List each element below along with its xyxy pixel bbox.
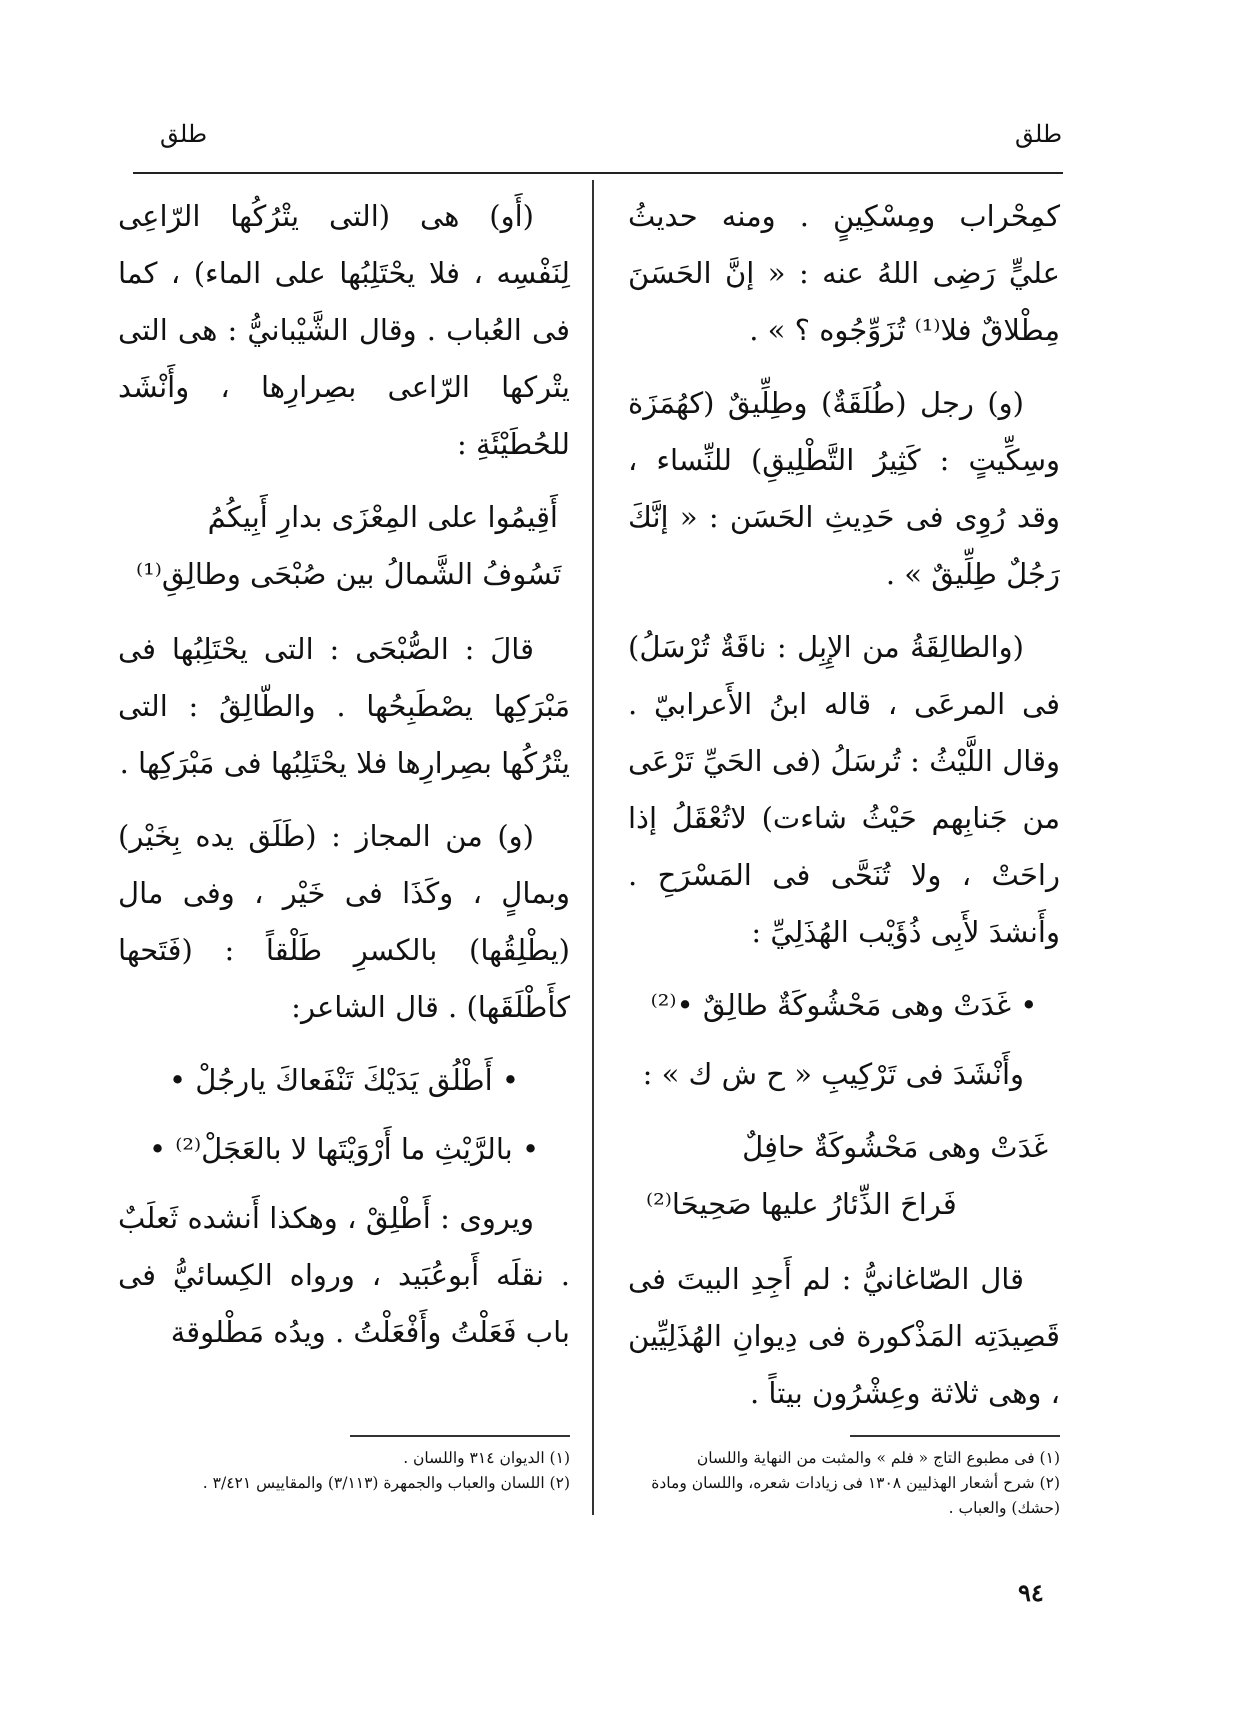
left-verse-1-line-1: أَقِيمُوا على المِعْزَى بدارِ أَبِيكُمُ [207, 500, 558, 534]
right-paragraph-1: كمِحْراب ومِسْكِينٍ . ومنه حديثُ عليٍّ رَضِى اللهُ عنه : « إنَّ الحَسَنَ مِطْلاقٌ فلا⁽¹⁾ تُزَوِّجُوه ؟ » . [628, 199, 1060, 347]
footnote-right-2: (٢) شرح أشعار الهذليين ١٣٠٨ فى زيادات شعره، واللسان ومادة (حشك) والعباب . [651, 1474, 1060, 1517]
right-verse-2 [628, 1119, 1060, 1233]
left-verse-1-line-2: تَسُوفُ الشَّمالُ بين صُبْحَى وطالِقِ⁽¹⁾ [136, 557, 562, 591]
left-verse-1 [118, 489, 570, 603]
footnote-rule-right [850, 1435, 1060, 1437]
footnote-rule-left [350, 1435, 570, 1437]
right-paragraph-2: (و) رجل (طُلَقَةٌ) وطِلِّيقٌ (كهُمَزَة وسِكِّيتٍ : كَثِيرُ التَّطْلِيقِ) للنِّساء ، وقد رُوِى فى حَدِيثِ الحَسَن : « إنَّكَ رَجُلٌ طِلِّيقٌ » . [628, 386, 1060, 591]
left-column [118, 188, 570, 1377]
running-header-right: طلق [1015, 120, 1063, 148]
footnote-left-2: (٢) اللسان والعباب والجمهرة (٣/١١٣) والمقاييس ٣/٤٢١ . [202, 1474, 570, 1492]
left-paragraph-2: قالَ : الصُّبْحَى : التى يحْتَلِبُها فى مَبْرَكِها يصْطَبِحُها . والطّالِقُ : التى يتْرُكُها بصِرارِها فلا يحْتَلِبُها فى مَبْرَكِها . [118, 632, 570, 780]
column-divider [592, 180, 594, 1515]
page-number: ٩٤ [1018, 1578, 1044, 1607]
footnote-right-1: (١) فى مطبوع التاج « فلم » والمثبت من النهاية واللسان [696, 1449, 1060, 1467]
footnotes-right [628, 1446, 1060, 1521]
left-paragraph-4: ويروى : أَطْلِقْ ، وهكذا أَنشده ثَعلَبٌ . نقلَه أَبوعُبَيد ، ورواه الكِسائيُّ فى باب فَعَلْتُ وأَفْعَلْتُ . ويدُه مَطْلوقة [118, 1201, 570, 1349]
right-paragraph-4: وأَنْشَدَ فى تَرْكِيبِ « ح ش ك » : [642, 1057, 1024, 1091]
header-rule [133, 172, 1063, 174]
right-verse-1: • غَدَتْ وهى مَحْشُوكَةٌ طالِقٌ •⁽²⁾ [650, 988, 1038, 1022]
right-verse-2-line-2: فَراحَ الذِّئارُ عليها صَحِيحَا⁽²⁾ [646, 1187, 957, 1221]
right-paragraph-5: قال الصّاغانيُّ : لم أَجِدِ البيتَ فى قَصِيدَتِه المَذْكورة فى دِيوانِ الهُذَلِيِّين ، وهى ثلاثة وعِشْرُون بيتاً . [628, 1262, 1060, 1410]
right-verse-2-line-1: غَدَتْ وهى مَحْشُوكَةٌ حافِلٌ [742, 1130, 1048, 1164]
right-column [628, 188, 1060, 1438]
left-paragraph-1: (أَو) هى (التى يتْرُكُها الرّاعِى لِنَفْسِه ، فلا يحْتَلِبُها على الماء) ، كما فى العُباب . وقال الشَّيْبانيُّ : هى التى يتْركها الرّاعى بصِرارِها ، وأَنْشَد للحُطَيْئَةِ : [118, 199, 570, 461]
footnote-left-1: (١) الديوان ٣١٤ واللسان . [403, 1449, 570, 1467]
left-verse-2-line-1: • أَطْلُق يَدَيْكَ تَنْفَعاكَ يارجُلْ • [168, 1063, 520, 1097]
footnotes-left [118, 1446, 570, 1496]
running-header-left: طلق [160, 120, 208, 148]
left-verse-2-line-2: • بالرَّيْثِ ما أَرْوَيْتَها لا بالعَجَلْ⁽²⁾ • [148, 1132, 540, 1166]
right-paragraph-3: (والطالِقَةُ من الإِبِل : ناقَةٌ تُرْسَلُ) فى المرعَى ، قاله ابنُ الأَعرابيّ . وقال اللَّيْثُ : تُرسَلُ (فى الحَيِّ تَرْعَى من جَنابِهم حَيْثُ شاءت) لاتُعْقَلُ إذا راحَتْ ، ولا تُنَحَّى فى المَسْرَحِ . وأَنشدَ لأَبِى ذُؤَيْب الهُذَلِيِّ : [628, 630, 1060, 949]
left-paragraph-3: (و) من المجاز : (طَلَق يده بِخَيْر) وبمالٍ ، وكَذَا فى خَيْر ، وفى مال (يطْلِقُها) بالكسرِ طَلْقاً : (فَتَحها كأَطْلَقَها) . قال الشاعر: [118, 819, 570, 1024]
